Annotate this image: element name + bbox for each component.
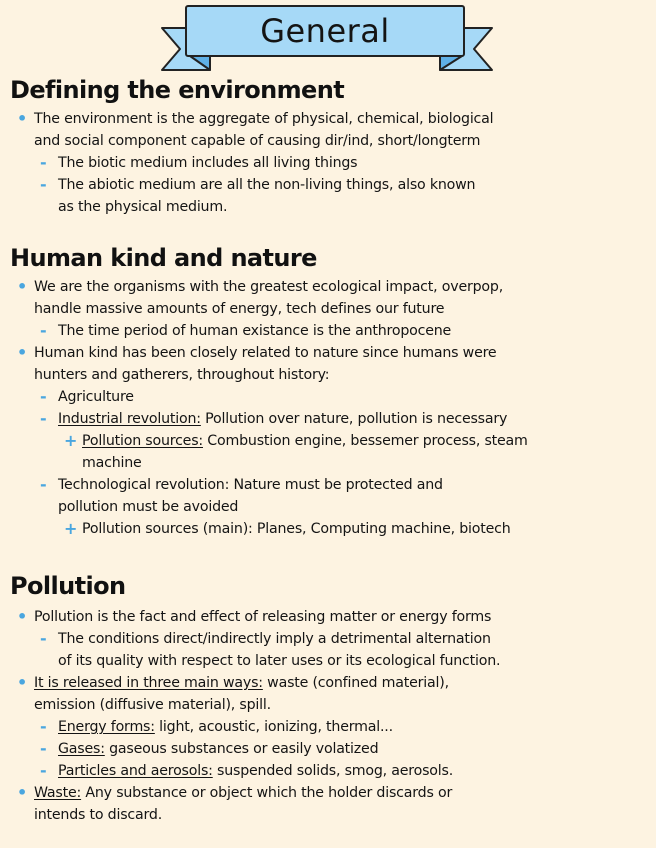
dash-bullet-icon: - <box>40 761 47 780</box>
underlined-label: Particles and aerosols: <box>58 763 213 779</box>
text-line: Pollution is the fact and effect of releasing matter or energy forms <box>34 609 492 625</box>
dot-bullet-icon: • <box>17 277 28 296</box>
text-line: and social component capable of causing dir/ind, short/longterm <box>34 133 481 149</box>
dash-bullet-icon: - <box>40 717 47 736</box>
text-line: emission (diffusive material), spill. <box>34 697 271 713</box>
text-line <box>34 672 449 694</box>
text-line: hunters and gatherers, throughout history: <box>34 367 330 383</box>
dash-bullet-icon: - <box>40 629 47 648</box>
plus-bullet-icon: + <box>64 431 78 450</box>
page-title: General <box>260 12 390 50</box>
text-line: Technological revolution: Nature must be protected and <box>58 477 443 493</box>
dash-bullet-icon: - <box>40 475 47 494</box>
text-span: suspended solids, smog, aerosols. <box>212 763 454 779</box>
underlined-label: Gases: <box>58 741 105 757</box>
dot-bullet-icon: • <box>17 109 28 128</box>
text-line <box>58 408 507 430</box>
text-line <box>58 760 453 782</box>
underlined-label: It is released in three main ways: <box>34 675 263 691</box>
text-span: gaseous substances or easily volatized <box>104 741 379 757</box>
text-span: light, acoustic, ionizing, thermal... <box>154 719 393 735</box>
text-line: The conditions direct/indirectly imply a detrimental alternation <box>58 631 491 647</box>
text-line <box>58 738 378 760</box>
section-heading: Pollution <box>10 572 126 600</box>
text-line <box>82 430 528 452</box>
underlined-label: Pollution sources: <box>82 433 203 449</box>
plus-bullet-icon: + <box>64 519 78 538</box>
text-line: of its quality with respect to later uses or its ecological function. <box>58 653 501 669</box>
text-line <box>58 716 393 738</box>
text-line: We are the organisms with the greatest ecological impact, overpop, <box>34 279 504 295</box>
dash-bullet-icon: - <box>40 739 47 758</box>
dash-bullet-icon: - <box>40 321 47 340</box>
text-line: Agriculture <box>58 389 134 405</box>
dash-bullet-icon: - <box>40 387 47 406</box>
text-line: pollution must be avoided <box>58 499 239 515</box>
text-line <box>34 782 452 804</box>
underlined-label: Waste: <box>34 785 82 801</box>
dash-bullet-icon: - <box>40 175 47 194</box>
text-line: machine <box>82 455 142 471</box>
text-line: The time period of human existance is the anthropocene <box>58 323 452 339</box>
underlined-label: Energy forms: <box>58 719 155 735</box>
text-span: waste (confined material), <box>262 675 449 691</box>
section-heading: Defining the environment <box>10 76 345 104</box>
section-heading: Human kind and nature <box>10 244 317 272</box>
text-span: Combustion engine, bessemer process, steam <box>202 433 528 449</box>
dot-bullet-icon: • <box>17 343 28 362</box>
title-banner <box>0 0 656 84</box>
text-line: The biotic medium includes all living things <box>58 155 358 171</box>
dot-bullet-icon: • <box>17 673 28 692</box>
dot-bullet-icon: • <box>17 783 28 802</box>
text-line: Pollution sources (main): Planes, Computing machine, biotech <box>82 521 511 537</box>
text-line: intends to discard. <box>34 807 163 823</box>
text-line: as the physical medium. <box>58 199 228 215</box>
text-line: The environment is the aggregate of physical, chemical, biological <box>34 111 494 127</box>
text-line: Human kind has been closely related to nature since humans were <box>34 345 497 361</box>
text-span: Any substance or object which the holder discards or <box>81 785 453 801</box>
dash-bullet-icon: - <box>40 409 47 428</box>
dash-bullet-icon: - <box>40 153 47 172</box>
text-line: The abiotic medium are all the non-living things, also known <box>58 177 476 193</box>
underlined-label: Industrial revolution: <box>58 411 201 427</box>
dot-bullet-icon: • <box>17 607 28 626</box>
text-line: handle massive amounts of energy, tech defines our future <box>34 301 445 317</box>
text-span: Pollution over nature, pollution is necessary <box>200 411 508 427</box>
